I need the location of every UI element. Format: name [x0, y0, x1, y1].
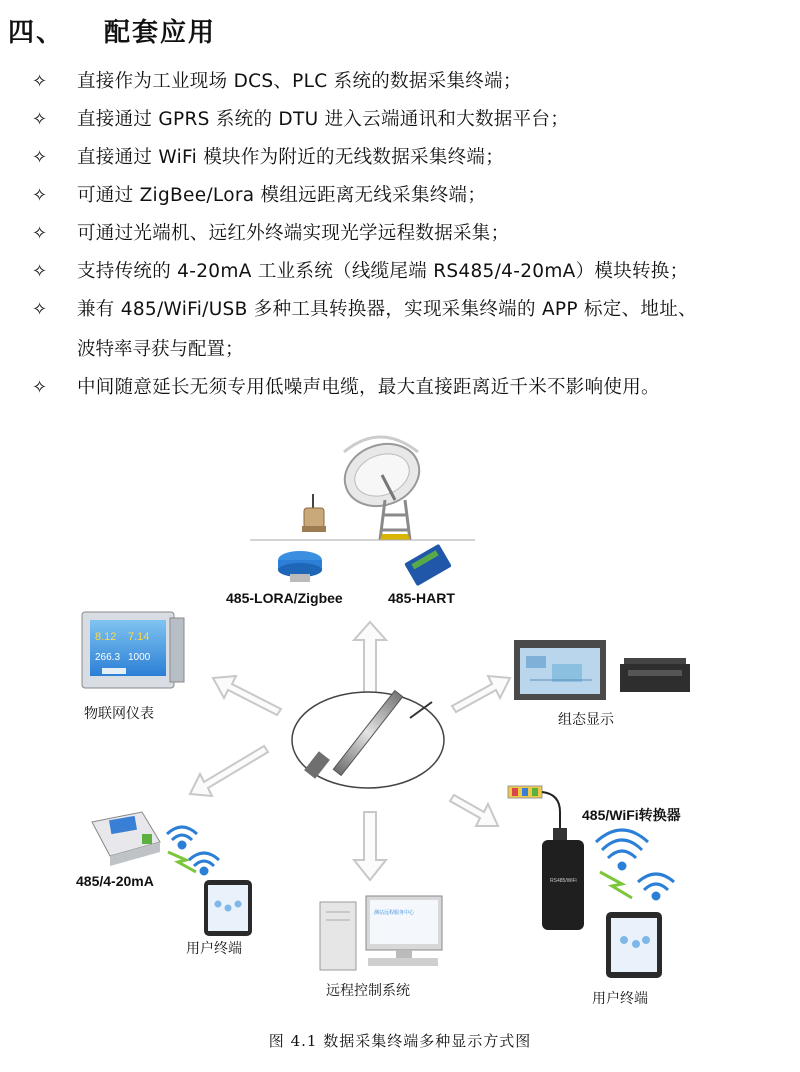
arrow-down-right-icon: [450, 795, 498, 826]
desktop-computer-icon: [320, 896, 442, 970]
hmi-panel-icon: [514, 640, 606, 700]
diamond-bullet-icon: ✧: [32, 147, 48, 168]
section-title: 配套应用: [104, 18, 217, 48]
list-item: ✧ 可通过 ZigBee/Lora 模组远距离无线采集终端；: [32, 185, 487, 206]
meter-value: 266.3: [95, 652, 121, 663]
meter-value: 8.12: [95, 631, 117, 643]
hart-label: 485-HART: [388, 590, 455, 606]
tablet-icon: [606, 912, 662, 978]
wifi-icon: [167, 827, 197, 848]
arrow-up-right-icon: [452, 676, 510, 712]
meter-value: 7.14: [128, 631, 150, 643]
wifi-converter-label: 485/WiFi转换器: [582, 807, 681, 823]
wifi-icon: [596, 830, 648, 869]
signal-bolt-icon: [168, 852, 196, 872]
arrow-down-icon: [354, 812, 386, 880]
wireless-node-icon: [302, 494, 326, 532]
tablet-icon: [204, 880, 252, 936]
wifi-icon: [638, 874, 674, 899]
wifi-converter-icon: [542, 840, 584, 930]
diamond-bullet-icon: ✧: [32, 185, 48, 206]
lora-label: 485-LORA/Zigbee: [226, 590, 343, 606]
diamond-bullet-icon: ✧: [32, 261, 48, 282]
config-label: 组态显示: [558, 712, 614, 728]
satellite-dish-icon: [336, 434, 428, 540]
list-item: ✧ 直接通过 WiFi 模块作为附近的无线数据采集终端；: [32, 147, 505, 168]
svg-text:测站远程服务中心: 测站远程服务中心: [374, 910, 415, 916]
figure-caption: 图 4.1 数据采集终端多种显示方式图: [268, 1032, 532, 1050]
list-item: ✧ 可通过光端机、远红外终端实现光学远程数据采集；: [32, 223, 510, 244]
list-item: ✧ 兼有 485/WiFi/USB 多种工具转换器，实现采集终端的 APP 标定、地址、 波特率寻获与配置；: [32, 299, 697, 360]
meter-value: 1000: [128, 652, 151, 663]
list-item: ✧ 支持传统的 4-20mA 工业系统（线缆尾端 RS485/4-20mA）模块转换；: [32, 261, 689, 282]
diamond-bullet-icon: ✧: [32, 223, 48, 244]
iot-meter-icon: [82, 612, 184, 688]
diamond-bullet-icon: ✧: [32, 71, 48, 92]
list-item: ✧ 直接通过 GPRS 系统的 DTU 进入云端通讯和大数据平台；: [32, 109, 569, 130]
arrow-down-left-icon: [190, 746, 268, 796]
lora-module-icon: [278, 551, 322, 582]
arrow-up-left-icon: [213, 676, 281, 715]
hart-module-icon: [404, 544, 452, 587]
converter-module-icon: [92, 812, 160, 866]
list-item: ✧ 中间随意延长无须专用低噪声电缆，最大直接距离近千米不影响使用。: [32, 377, 660, 398]
arrow-up-icon: [354, 622, 386, 700]
signal-bolt-icon: [600, 872, 632, 898]
list-item: ✧ 直接作为工业现场 DCS、PLC 系统的数据采集终端；: [32, 71, 522, 92]
remote-system-label: 远程控制系统: [326, 983, 410, 999]
section-number: 四、: [8, 18, 65, 48]
diamond-bullet-icon: ✧: [32, 109, 48, 130]
meter-label: 物联网仪表: [84, 706, 154, 722]
diamond-bullet-icon: ✧: [32, 377, 48, 398]
user-terminal-label: 用户终端: [186, 941, 242, 957]
svg-text:RS485/WiFi: RS485/WiFi: [550, 878, 577, 884]
ma-label: 485/4-20mA: [76, 873, 154, 889]
user-terminal-label: 用户终端: [592, 991, 648, 1007]
plc-icon: [620, 658, 690, 692]
diamond-bullet-icon: ✧: [32, 299, 48, 320]
